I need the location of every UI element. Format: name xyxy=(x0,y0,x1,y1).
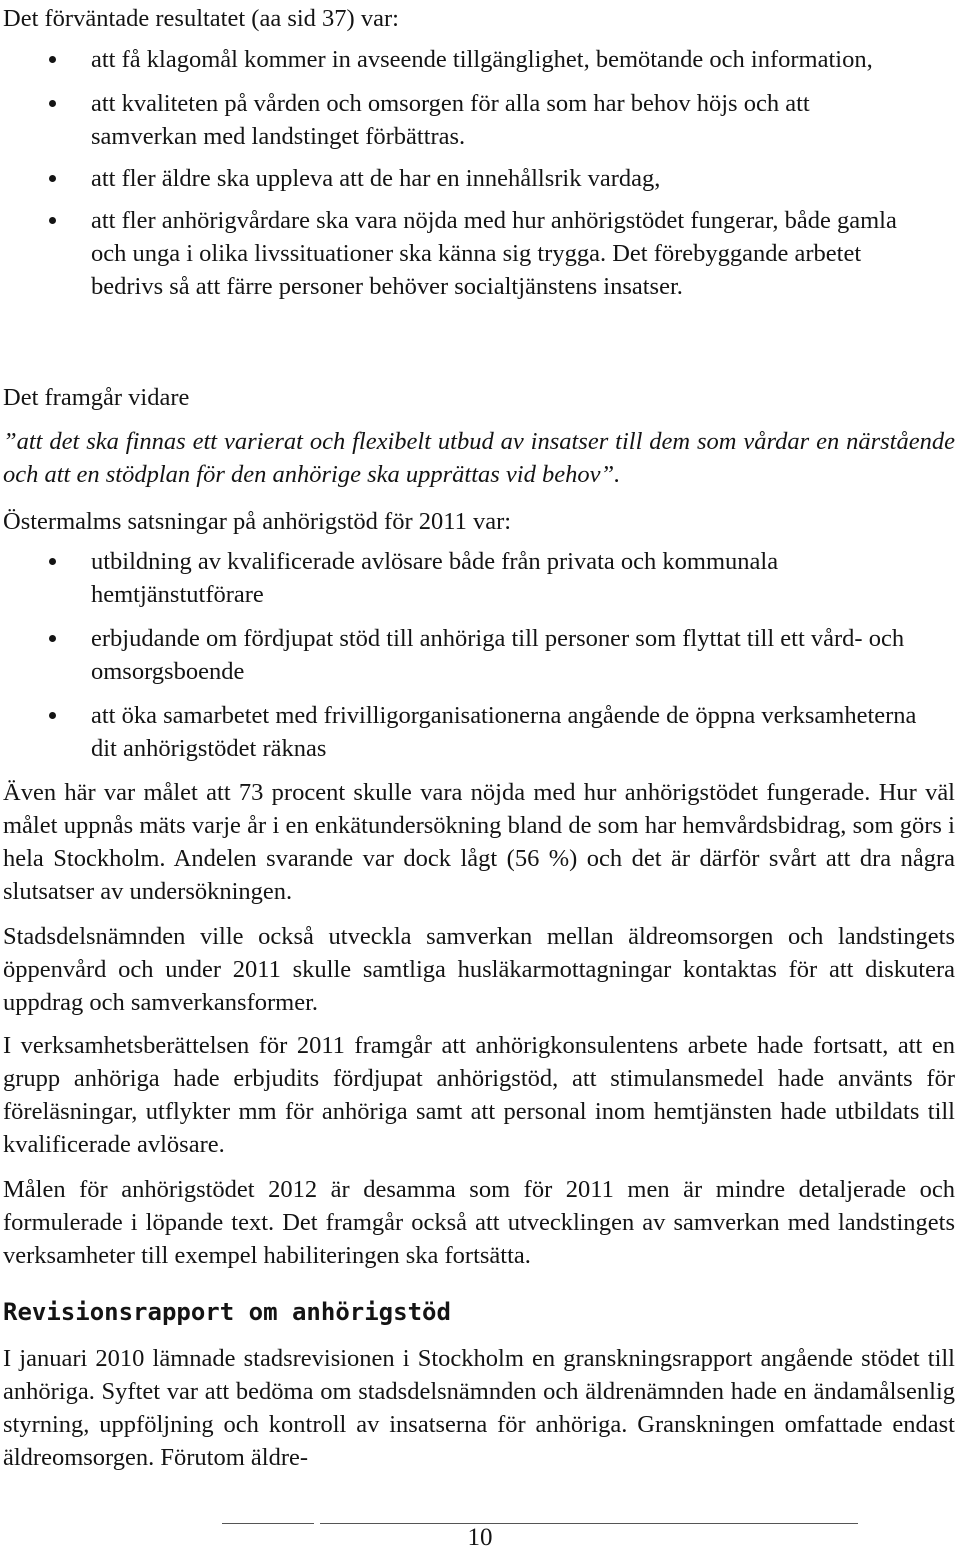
section-heading: Revisionsrapport om anhörigstöd xyxy=(3,1298,451,1326)
list-item: att öka samarbetet med frivilligorganisationerna angående de öppna verksamheterna dit anhörigstödet räknas xyxy=(0,699,921,765)
lead-text: Det framgår vidare xyxy=(3,384,190,411)
lead-text: Östermalms satsningar på anhörigstöd för 2011 var: xyxy=(3,508,512,535)
paragraph: Stadsdelsnämnden ville också utveckla samverkan mellan äldreomsorgen och landstingets öppenvård och under 2011 skulle samtliga husläkarmottagningar kontaktas för att diskutera uppdrag och samverkansformer. xyxy=(3,923,955,1016)
intro-text: Det förväntade resultatet (aa sid 37) var: xyxy=(3,5,399,32)
list-item: att fler äldre ska uppleva att de har en innehållsrik vardag, xyxy=(0,162,881,195)
list-item: utbildning av kvalificerade avlösare både från privata och kommunala hemtjänstutförare xyxy=(0,545,921,611)
paragraph: Målen för anhörigstödet 2012 är desamma som för 2011 men är mindre detaljerade och formulerade i löpande text. Det framgår också att utvecklingen av samverkan med landstingets verksamheter till exempel habiliteringen ska fortsätta. xyxy=(3,1176,955,1269)
list-item: att fler anhörigvårdare ska vara nöjda med hur anhörigstödet fungerar, både gamla och unga i olika livssituationer ska känna sig trygga. Det förebyggande arbetet bedrivs så att färre personer behöver socialtjänstens insatser. xyxy=(0,204,925,303)
list-item: erbjudande om fördjupat stöd till anhöriga till personer som flyttat till ett vård- och omsorgsboende xyxy=(0,622,921,688)
list-item: att få klagomål kommer in avseende tillgänglighet, bemötande och information, xyxy=(0,43,881,76)
page-number: 10 xyxy=(467,1524,493,1551)
paragraph: I januari 2010 lämnade stadsrevisionen i Stockholm en granskningsrapport angående stödet till anhöriga. Syftet var att bedöma om stadsdelsnämnden och äldrenämnden hade en ändamålsenlig styrning, uppföljning och kontroll av insatserna för anhöriga. Granskningen omfattade endast äldreomsorgen. Förutom äldre- xyxy=(3,1345,955,1471)
efforts-list xyxy=(0,545,955,765)
paragraph: I verksamhetsberättelsen för 2011 framgår att anhörigkonsulentens arbete hade fortsatt, att en grupp anhöriga hade erbjudits fördjupat anhörigstöd, att stimulansmedel hade använts för föreläsningar, utflykter mm för anhöriga samt att personal inom hemtjänsten hade utbildats till kvalificerade avlösare. xyxy=(3,1032,955,1158)
list-item: att kvaliteten på vården och omsorgen för alla som har behov höjs och att samverkan med landstinget förbättras. xyxy=(0,87,881,153)
quote-text: ”att det ska finnas ett varierat och flexibelt utbud av insatser till dem som vårdar en närstående och att en stödplan för den anhörige ska upprättas vid behov”. xyxy=(3,428,955,488)
paragraph: Även här var målet att 73 procent skulle vara nöjda med hur anhörigstödet fungerade. Hur väl målet uppnås mäts varje år i en enkätundersökning bland de som har hemvårdsbidrag, som görs i hela Stockholm. Andelen svarande var dock lågt (56 %) och det är därför svårt att dra några slutsatser av undersökningen. xyxy=(3,779,955,905)
expected-results-list xyxy=(0,43,955,303)
